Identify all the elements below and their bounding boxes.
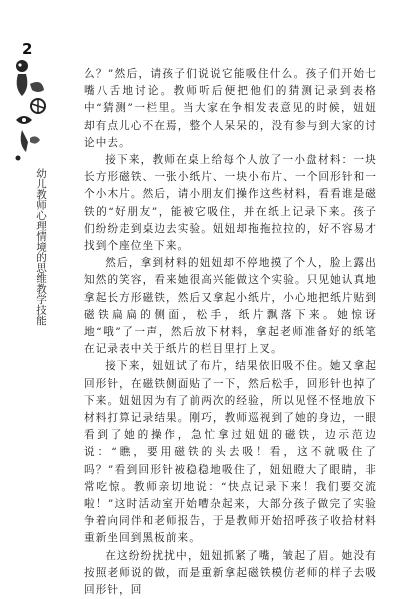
running-title: 幼儿教师心理情境的思维教学技能	[35, 168, 47, 326]
paragraph: 然后，拿到材料的妞妞却不停地摸了个人，脸上露出知然的笑容，看来她很高兴能做这个实验。只见她认真地拿起长方形磁铁，然后又拿起小纸片，小心地把纸片贴到磁铁扁扁的侧面，松手，纸片飘落下来。她惊讶地“哦”了一声，然后放下材料，拿起老师准备好的纸笔在记录表中关于纸片的栏目里打上叉。	[84, 257, 377, 356]
paragraph: 么？”然后，请孩子们说说它能吸住什么。孩子们开始七嘴八舌地讨论。教师听后便把他们的猜测记录到表格中“猜测”一栏里。当大家在争相发表意见的时候，妞妞却有点儿心不在焉，整个人呆呆的，没有参与到大家的讨论中去。	[84, 68, 377, 149]
cartoon-decoration-icon	[8, 54, 48, 164]
page-number: 2	[22, 40, 33, 58]
paragraph: 在这纷纷扰扰中，妞妞抓紧了嘴，皱起了眉。她没有按照老师说的做，而是重新拿起磁铁模仿老师的样子去吸回形针，回	[84, 549, 377, 597]
body-text	[84, 66, 377, 599]
paragraph: 接下来，教师在桌上给每个人放了一小盘材料：一块长方形磁铁、一张小纸片、一块小布片、一个回形针和一个小木片。然后，请小朋友们操作这些材料，看看谁是磁铁的“好朋友”，能被它吸住，并在纸上记录下来。孩子们纷纷走到桌边去实验。妞妞却拖拖拉拉的，好不容易才找到个座位坐下来。	[84, 154, 377, 253]
paragraph: 接下来，妞妞试了布片，结果依旧吸不住。她又拿起回形针，在磁铁侧面贴了一下，然后松手，回形针也掉了下来。妞妞因为有了前两次的经验，所以见怪不怪地放下材料打算记录结果。刚巧，教师巡视到了她的身边，一眼看到了她的操作，急忙拿过妞妞的磁铁，边示范边说：“瞧，要用磁铁的头去吸！看，这不就吸住了吗？”看到回形针被稳稳地吸住了，妞妞瞪大了眼睛，非常吃惊。教师亲切地说：“快点记录下来！我们要交流啦！”这时活动室开始嘈杂起来，大部分孩子做完了实验争着向同伴和老师报告，于是教师开始招呼孩子收拾材料重新坐回到黑板前来。	[84, 360, 377, 545]
